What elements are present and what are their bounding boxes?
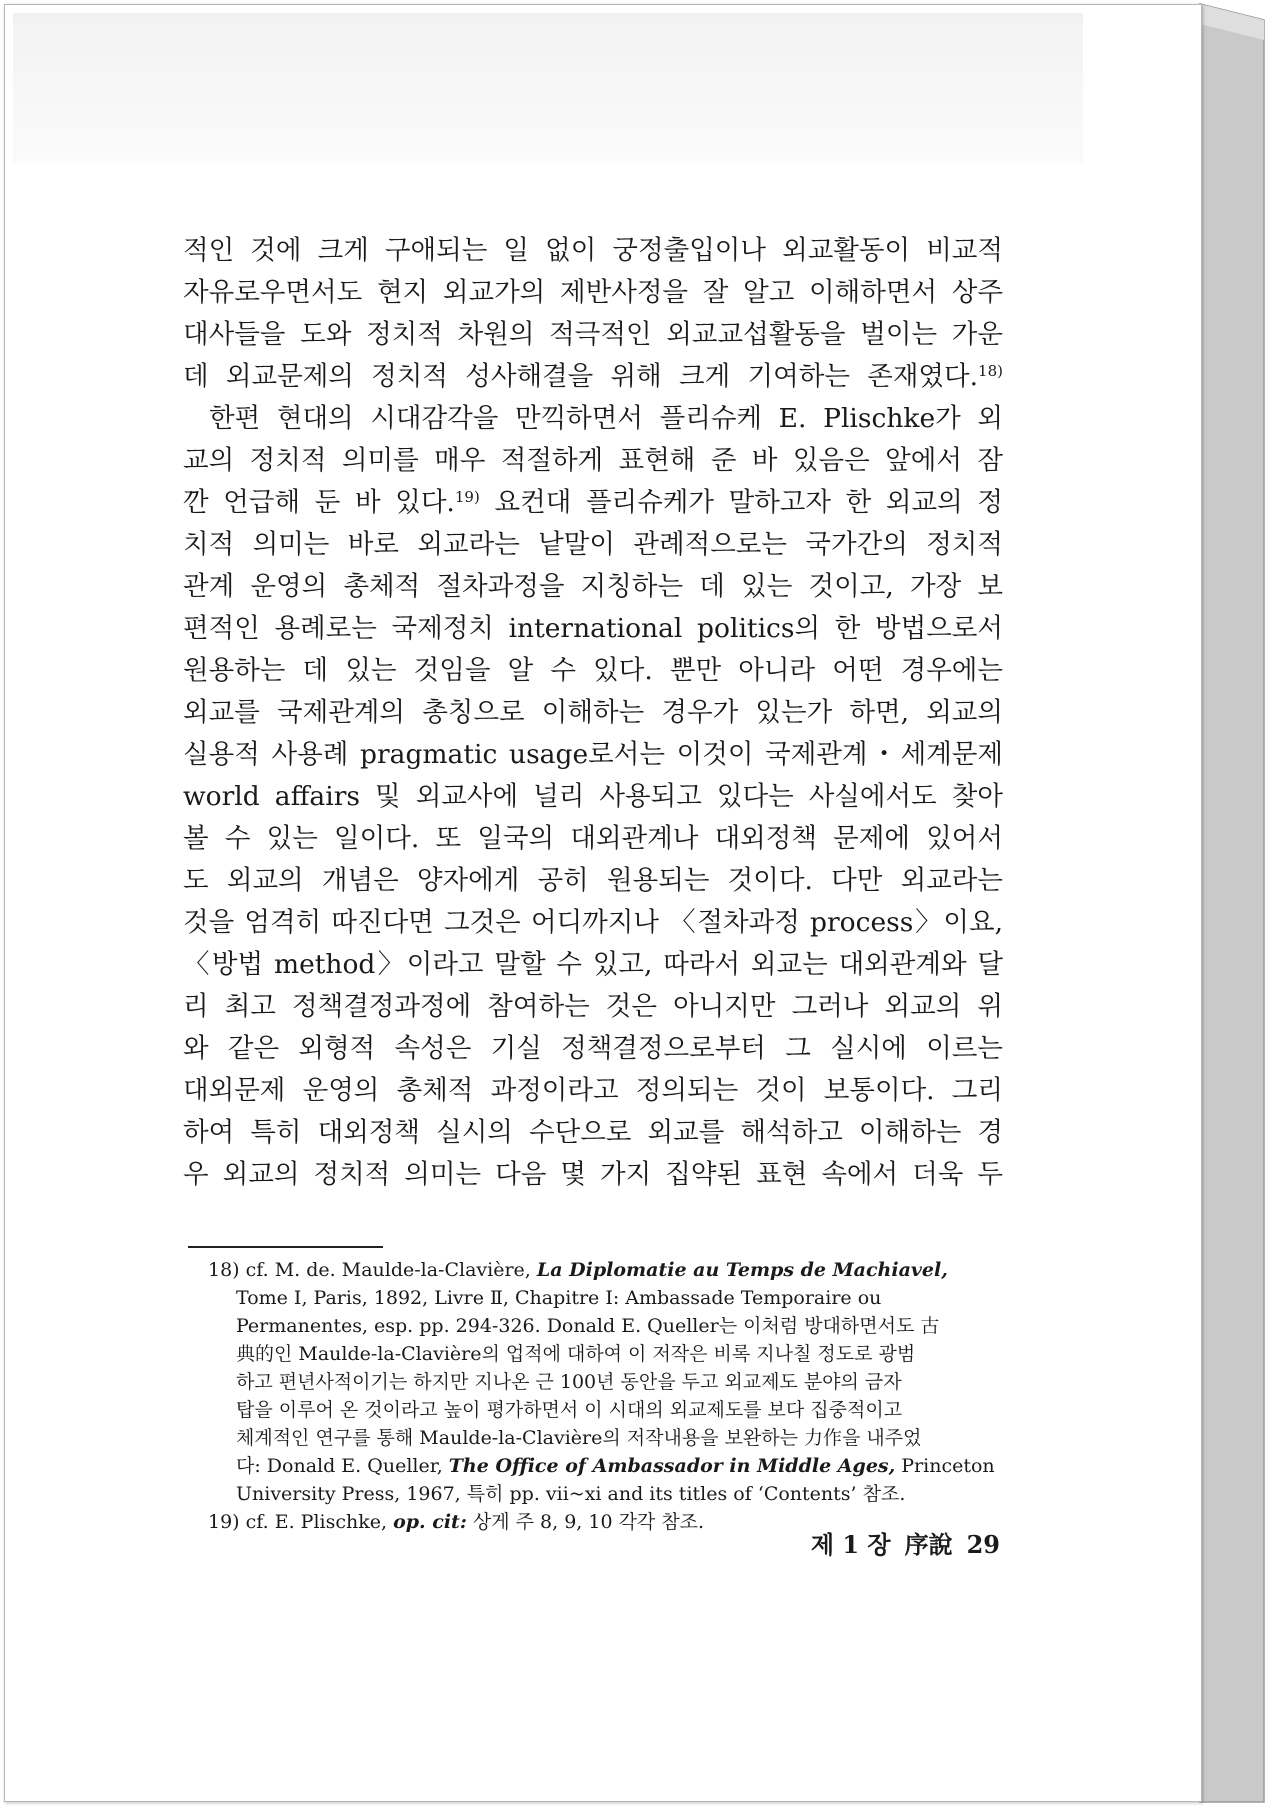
body-line: 교의 정치적 의미를 매우 적절하게 표현해 준 바 있음은 앞에서 잠 (183, 445, 1003, 476)
book-title: La Diplomatie au Temps de Machiavel, (536, 1259, 948, 1281)
body-line: 리 최고 정책결정과정에 참여하는 것은 아니지만 그러나 외교의 위 (183, 991, 1003, 1022)
footnote-ref-18: 18) (978, 362, 1003, 380)
running-footer (780, 1525, 1000, 1560)
footnote-line: Permanentes, esp. pp. 294-326. Donald E. Queller는 이처럼 방대하면서도 古 (236, 1315, 940, 1337)
body-line-text: 데 외교문제의 정치적 성사해결을 위해 크게 기여하는 존재였다. (183, 361, 979, 392)
footnote-divider (188, 1246, 383, 1248)
section-title: 序說 (904, 1530, 953, 1559)
footnote-line: Tome Ⅰ, Paris, 1892, Livre Ⅱ, Chapitre Ⅰ: Ambassade Temporaire ou (236, 1287, 882, 1309)
book-title: The Office of Ambassador in Middle Ages, (448, 1455, 896, 1477)
body-line-text: 깐 언급해 둔 바 있다. (183, 487, 455, 518)
footnote-text: 다: Donald E. Queller, (236, 1455, 449, 1477)
footnote-line: 典的인 Maulde-la-Clavière의 업적에 대하여 이 저작은 비록 지나칠 정도로 광범 (236, 1343, 916, 1365)
footnote-number: 19) (208, 1511, 240, 1533)
body-line: 관계 운영의 총체적 절차과정을 지칭하는 데 있는 것이고, 가장 보 (183, 571, 1003, 602)
body-line: world affairs 및 외교사에 널리 사용되고 있다는 사실에서도 찾아 (183, 781, 1003, 812)
body-line: 적인 것에 크게 구애되는 일 없이 궁정출입이나 외교활동이 비교적 (183, 235, 1003, 266)
footnote-line: University Press, 1967, 특히 pp. vii~xi and its titles of ‘Contents’ 참조. (236, 1483, 906, 1505)
footnote-line: 하고 편년사적이기는 하지만 지나온 근 100년 동안을 두고 외교제도 분야의 금자 (236, 1371, 902, 1393)
body-line-text: 요컨대 플리슈케가 말하고자 한 외교의 정 (494, 487, 1003, 518)
footnote-text: Princeton (895, 1455, 995, 1477)
body-line: 한편 현대의 시대감각을 만끽하면서 플리슈케 E. Plischke가 외 (209, 403, 1003, 434)
footnote-line (208, 1256, 1018, 1284)
body-line: 〈방법 method〉이라고 말할 수 있고, 따라서 외교는 대외관계와 달 (183, 949, 1003, 980)
footnote-text: cf. E. Plischke, (245, 1511, 394, 1533)
footnote-text: cf. M. de. Maulde-la-Clavière, (245, 1259, 537, 1281)
body-line: 것을 엄격히 따진다면 그것은 어디까지나 〈절차과정 process〉이요, (183, 907, 1003, 938)
body-line: 대외문제 운영의 총체적 과정이라고 정의되는 것이 보통이다. 그리 (183, 1075, 1003, 1106)
body-line: 외교를 국제관계의 총칭으로 이해하는 경우가 있는가 하면, 외교의 (183, 697, 1003, 728)
body-line: 실용적 사용례 pragmatic usage로서는 이것이 국제관계・세계문제 (183, 739, 1003, 770)
body-line: 편적인 용례로는 국제정치 international politics의 한 방법으로서 (183, 613, 1003, 644)
body-text (183, 230, 1003, 1196)
body-line: 자유로우면서도 현지 외교가의 제반사정을 잘 알고 이해하면서 상주 (183, 277, 1003, 308)
body-line: 대사들을 도와 정치적 차원의 적극적인 외교교섭활동을 벌이는 가운 (183, 319, 1003, 350)
body-line: 치적 의미는 바로 외교라는 낱말이 관례적으로는 국가간의 정치적 (183, 529, 1003, 560)
body-line: 우 외교의 정치적 의미는 다음 몇 가지 집약된 표현 속에서 더욱 두 (183, 1159, 1003, 1190)
page-number: 29 (966, 1530, 1000, 1559)
body-line: 하여 특히 대외정책 실시의 수단으로 외교를 해석하고 이해하는 경 (183, 1117, 1003, 1148)
chapter-label: 제 1 장 (810, 1530, 891, 1559)
body-line (183, 482, 1003, 524)
footnote-18 (208, 1256, 1018, 1508)
footnote-ref-19: 19) (454, 488, 480, 506)
body-line (183, 356, 1003, 398)
body-line: 원용하는 데 있는 것임을 알 수 있다. 뿐만 아니라 어떤 경우에는 (183, 655, 1003, 686)
footnote-line: 탑을 이루어 온 것이라고 높이 평가하면서 이 시대의 외교제도를 보다 집중적이고 (236, 1399, 903, 1421)
footnote-number: 18) (208, 1259, 240, 1281)
footnotes (208, 1256, 1018, 1536)
scan-shadow (13, 13, 1083, 163)
footnote-line (208, 1452, 1018, 1480)
body-line: 와 같은 외형적 속성은 기실 정책결정으로부터 그 실시에 이르는 (183, 1033, 1003, 1064)
footnote-text: 상게 주 8, 9, 10 각각 참조. (466, 1511, 705, 1533)
body-line: 볼 수 있는 일이다. 또 일국의 대외관계나 대외정책 문제에 있어서 (183, 823, 1003, 854)
op-cit: op. cit: (393, 1511, 467, 1533)
body-line: 도 외교의 개념은 양자에게 공히 원용되는 것이다. 다만 외교라는 (183, 865, 1003, 896)
footnote-line: 체계적인 연구를 통해 Maulde-la-Clavière의 저작내용을 보완하는 力作을 내주었 (236, 1427, 922, 1449)
